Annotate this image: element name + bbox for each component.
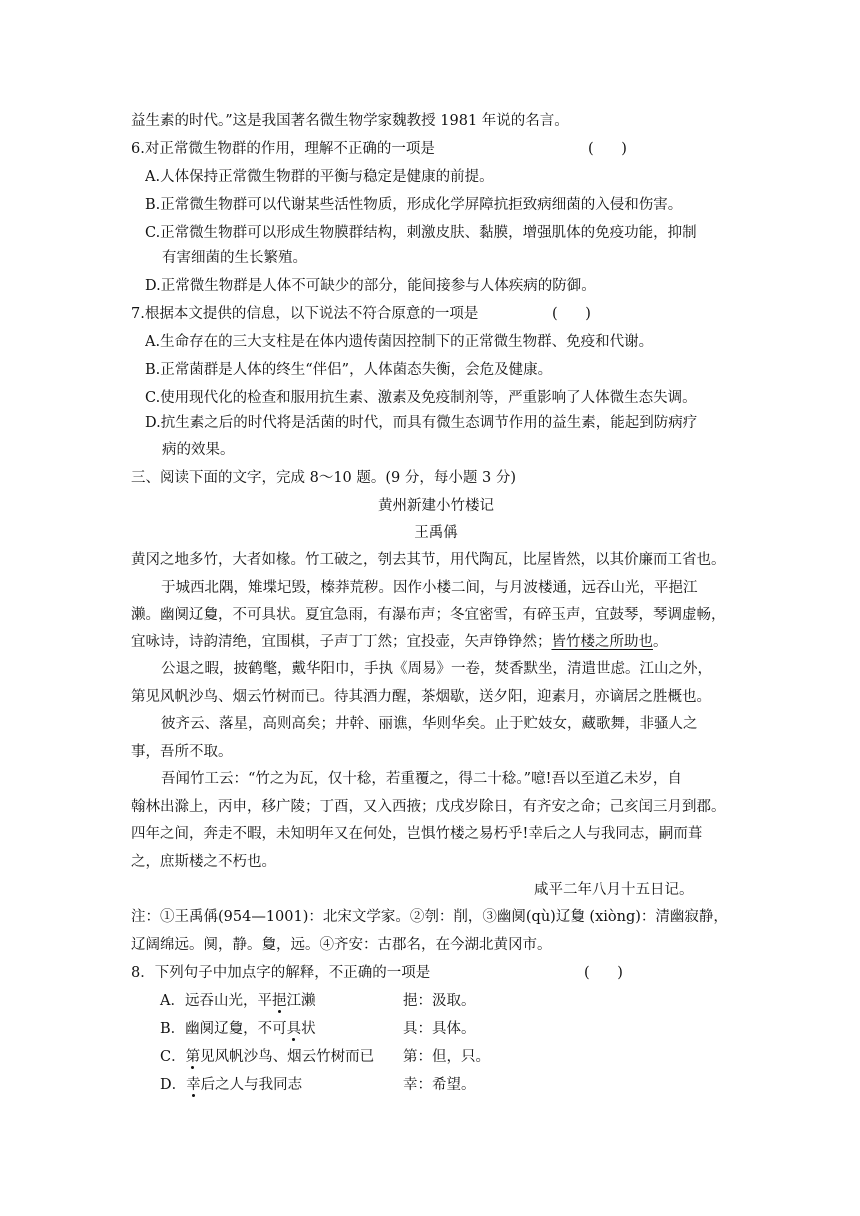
text-line: 益生素的时代。”这是我国著名微生物学家魏教授 1981 年说的名言。 — [131, 113, 569, 129]
passage-line: 于城西北隅，雉堞圮毁，榛莽荒秽。因作小楼二间，与月波楼通，远吞山光，平挹江 — [161, 580, 698, 596]
option-d-cont: 病的效果。 — [162, 442, 235, 458]
option-a: A．远吞山光，平挹江濑 — [160, 993, 316, 1009]
option-a: A.生命存在的三大支柱是在体内遗传菌因控制下的正常微生物群、免疫和代谢。 — [145, 334, 654, 350]
option-b: B.正常微生物群可以代谢某些活性物质，形成化学屏障抗拒致病细菌的入侵和伤害。 — [145, 197, 683, 213]
option-c: C.正常微生物群可以形成生物膜群结构，刺激皮肤、黏膜，增强肌体的免疫功能，抑制 — [145, 225, 697, 241]
option-c: C．第见风帆沙鸟、烟云竹树而已 — [160, 1049, 375, 1065]
option-a: A.人体保持正常微生物群的平衡与稳定是健康的前提。 — [145, 169, 494, 185]
question-7: 7.根据本文提供的信息，以下说法不符合原意的一项是 — [131, 306, 479, 322]
option-d-gloss: 幸：希望。 — [403, 1077, 476, 1093]
passage-date: 咸平二年八月十五日记。 — [534, 882, 694, 898]
passage-line — [131, 632, 741, 652]
passage-line: 之，庶斯楼之不朽也。 — [131, 854, 276, 870]
answer-blank: ( ) — [588, 141, 627, 157]
passage-line: 黄冈之地多竹，大者如椽。竹工破之，刳去其节，用代陶瓦，比屋皆然，以其价廉而工省也。 — [131, 552, 726, 568]
question-8: 8．下列句子中加点字的解释，不正确的一项是 — [131, 965, 431, 981]
passage-text: 宜咏诗，诗韵清绝，宜围棋，子声丁丁然；宜投壶，矢声铮铮然； — [131, 634, 552, 650]
passage-text: 。 — [653, 634, 668, 650]
option-d: D.正常微生物群是人体不可缺少的部分，能间接参与人体疾病的防御。 — [145, 278, 596, 294]
option-d: D．幸后之人与我同志 — [160, 1077, 303, 1093]
option-a-gloss: 挹：汲取。 — [403, 993, 476, 1009]
question-6: 6.对正常微生物群的作用，理解不正确的一项是 — [131, 141, 435, 157]
dotted-char: 第 — [185, 1049, 201, 1065]
section-heading: 三、阅读下面的文字，完成 8～10 题。(9 分，每小题 3 分) — [131, 470, 516, 486]
dotted-char: 幸 — [186, 1077, 201, 1093]
option-b-gloss: 具：具体。 — [403, 1021, 476, 1037]
passage-author: 王禹偁 — [414, 525, 458, 541]
passage-line: 翰林出滁上，丙申，移广陵；丁酉，又入西掖；戊戌岁除日，有齐安之命；己亥闰三月到郡。 — [131, 799, 726, 815]
dotted-char: 具 — [286, 1021, 302, 1037]
underlined-sentence: 皆竹楼之所助也 — [551, 634, 653, 650]
annotation-line: 辽阔绵远。阒，静。敻，远。④齐安：古郡名，在今湖北黄冈市。 — [131, 937, 552, 953]
option-b: B．幽阒辽敻，不可具状 — [160, 1021, 316, 1037]
passage-line: 濑。幽阒辽敻，不可具状。夏宜急雨，有瀑布声；冬宜密雪，有碎玉声，宜鼓琴，琴调虚畅， — [131, 607, 726, 623]
option-c: C.使用现代化的检查和服用抗生素、激素及免疫制剂等，严重影响了人体微生态失调。 — [145, 390, 697, 406]
answer-blank: ( ) — [584, 965, 623, 981]
passage-title: 黄州新建小竹楼记 — [378, 498, 494, 514]
passage-line: 事，吾所不取。 — [131, 744, 233, 760]
passage-line: 吾闻竹工云：“竹之为瓦，仅十稔，若重覆之，得二十稔。”噫!吾以至道乙未岁，自 — [161, 771, 682, 787]
option-d: D.抗生素之后的时代将是活菌的时代，而具有微生态调节作用的益生素，能起到防病疗 — [145, 415, 698, 431]
passage-line: 公退之暇，披鹤氅，戴华阳巾，手执《周易》一卷，焚香默坐，清遣世虑。江山之外， — [161, 661, 712, 677]
passage-line: 四年之间，奔走不暇，未知明年又在何处，岂惧竹楼之易朽乎!幸后之人与我同志，嗣而葺 — [131, 826, 703, 842]
answer-blank: ( ) — [552, 306, 591, 322]
dotted-char: 挹 — [271, 993, 287, 1009]
option-c-gloss: 第：但，只。 — [403, 1049, 490, 1065]
annotation-line: 注：①王禹偁(954—1001)：北宋文学家。②刳：削，③幽阒(qù)辽敻 (xiòng)：清幽寂静， — [131, 909, 728, 925]
option-b: B.正常菌群是人体的终生“伴侣”，人体菌态失衡，会危及健康。 — [145, 362, 553, 378]
option-c-cont: 有害细菌的生长繁殖。 — [162, 250, 307, 266]
passage-line: 第见风帆沙鸟、烟云竹树而已。待其酒力醒，茶烟歇，送夕阳，迎素月，亦谪居之胜概也。 — [131, 689, 711, 705]
passage-line: 彼齐云、落星，高则高矣；井幹、丽谯，华则华矣。止于贮妓女，藏歌舞，非骚人之 — [161, 716, 698, 732]
